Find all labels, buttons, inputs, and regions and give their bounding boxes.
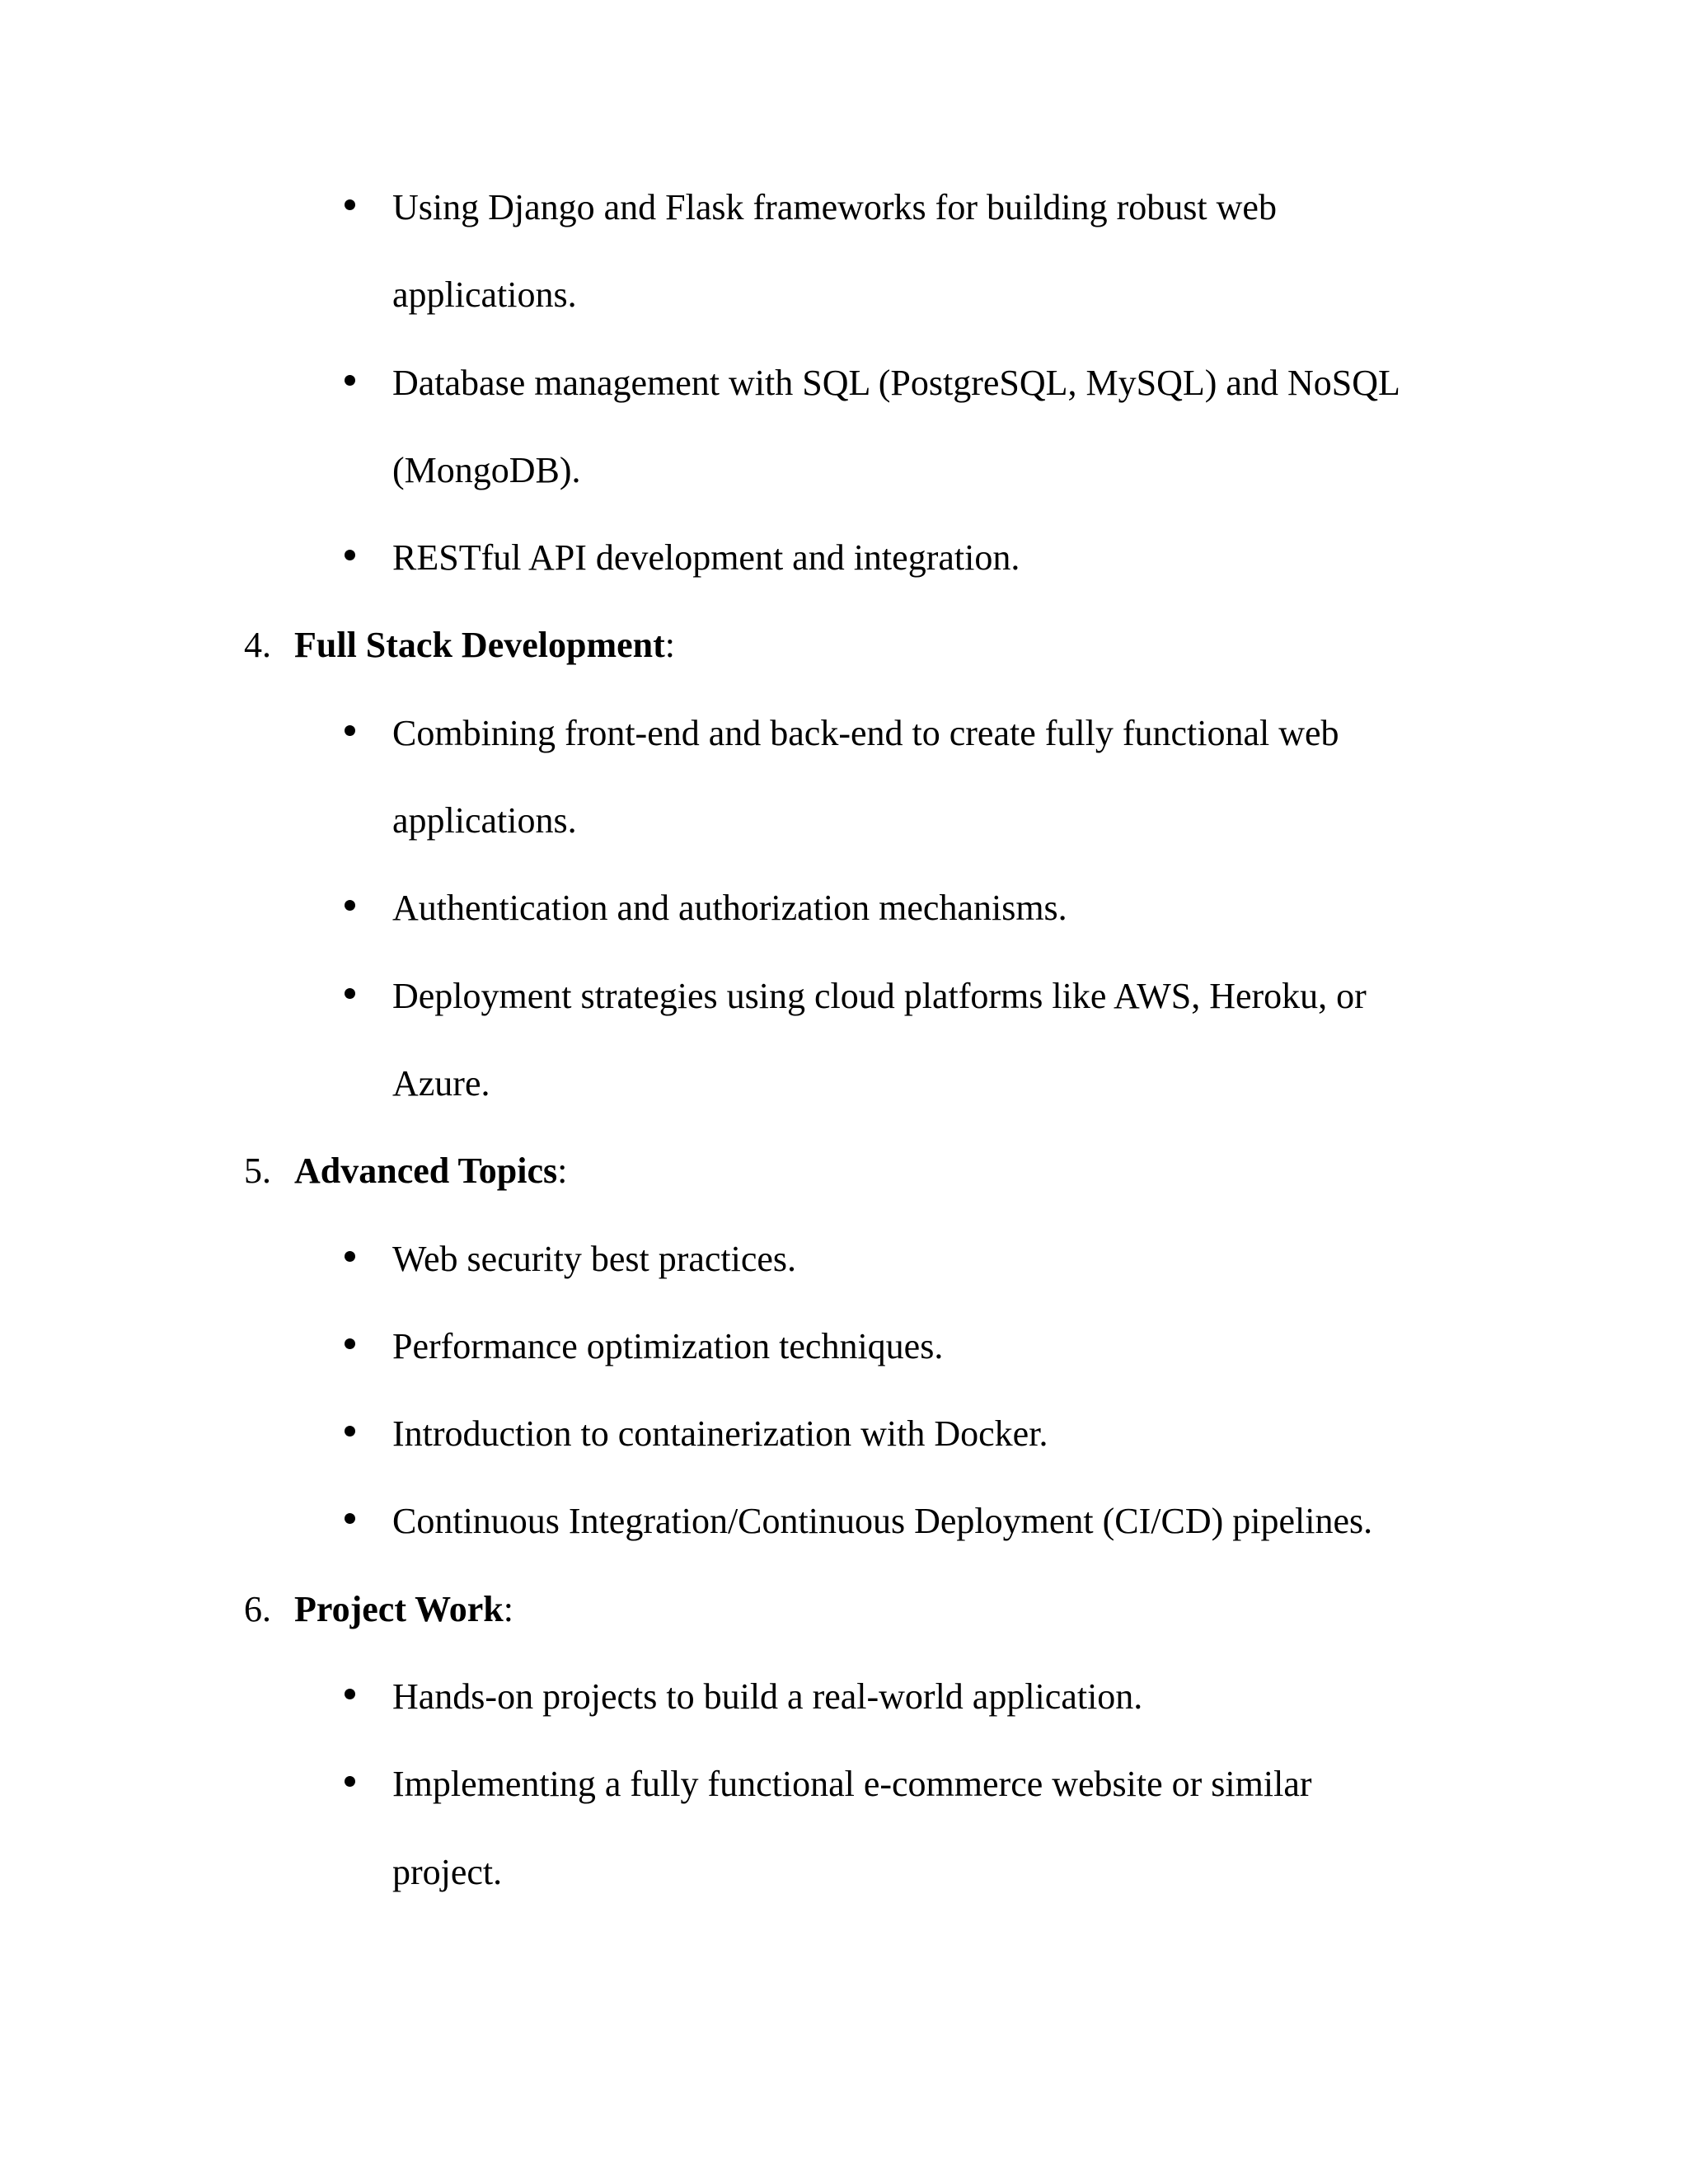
list-item <box>0 1413 1688 1503</box>
list-item <box>0 537 1688 627</box>
section-number: 6. <box>244 1588 271 1629</box>
list-item <box>0 975 1688 1066</box>
list-item-text: Web security best practices. <box>392 1238 797 1279</box>
bullet-icon <box>345 1513 355 1524</box>
list-item-text: applications. <box>392 274 577 316</box>
list-item-text: Performance optimization techniques. <box>392 1325 944 1366</box>
bullet-icon <box>345 1426 355 1436</box>
list-item-text: applications. <box>392 800 577 841</box>
list-item <box>0 1766 1688 1854</box>
bullet-icon <box>345 1251 355 1262</box>
list-item-continuation <box>0 449 1688 540</box>
bullet-icon <box>345 375 355 386</box>
section-heading <box>0 1588 1688 1679</box>
bullet-icon <box>345 1776 355 1787</box>
document-body <box>0 187 1688 1942</box>
section-number: 4. <box>244 625 271 666</box>
list-item-text: Deployment strategies using cloud platforms like AWS, Heroku, or <box>392 975 1367 1016</box>
list-item-text: Introduction to containerization with Docker. <box>392 1413 1048 1455</box>
list-item <box>0 1238 1688 1329</box>
list-item-text: Implementing a fully functional e-commerce website or similar <box>392 1764 1312 1805</box>
list-item <box>0 1325 1688 1416</box>
bullet-icon <box>345 550 355 560</box>
section-title <box>294 625 675 666</box>
bullet-icon <box>345 1689 355 1699</box>
list-item <box>0 362 1688 452</box>
list-item <box>0 1676 1688 1766</box>
section-title-bold: Full Stack Development <box>294 625 665 666</box>
list-item-continuation <box>0 1062 1688 1153</box>
bullet-icon <box>345 900 355 911</box>
section-title-colon: : <box>664 625 675 666</box>
list-item-text: Continuous Integration/Continuous Deployment (CI/CD) pipelines. <box>392 1501 1373 1542</box>
section-number: 5. <box>244 1151 271 1192</box>
list-item-text: Database management with SQL (PostgreSQL, MySQL) and NoSQL <box>392 362 1400 403</box>
section-title-bold: Advanced Topics <box>294 1151 558 1192</box>
bullet-icon <box>345 199 355 210</box>
list-item-text: Azure. <box>392 1062 490 1104</box>
bullet-icon <box>345 988 355 999</box>
list-item-text: Using Django and Flask frameworks for building robust web <box>392 187 1277 227</box>
section-title-bold: Project Work <box>294 1588 504 1629</box>
list-item-text: Hands-on projects to build a real-world application. <box>392 1676 1143 1718</box>
list-item <box>0 890 1688 977</box>
list-item-continuation <box>0 274 1688 364</box>
section-title <box>294 1588 513 1629</box>
list-item-text: Authentication and authorization mechanisms. <box>392 888 1067 929</box>
section-title-colon: : <box>503 1588 513 1629</box>
list-item-text: (MongoDB). <box>392 449 581 490</box>
list-item-text: RESTful API development and integration. <box>392 537 1020 579</box>
bullet-icon <box>345 725 355 736</box>
list-item-continuation <box>0 1851 1688 1942</box>
list-item <box>0 187 1688 277</box>
section-heading <box>0 1153 1688 1240</box>
list-item-text: Combining front-end and back-end to create fully functional web <box>392 712 1339 753</box>
bullet-icon <box>345 1338 355 1349</box>
list-item-continuation <box>0 800 1688 890</box>
section-title <box>294 1151 568 1192</box>
list-item <box>0 1503 1688 1591</box>
section-title-colon: : <box>557 1151 568 1192</box>
section-heading <box>0 627 1688 715</box>
list-item-text: project. <box>392 1851 503 1892</box>
list-item <box>0 712 1688 803</box>
